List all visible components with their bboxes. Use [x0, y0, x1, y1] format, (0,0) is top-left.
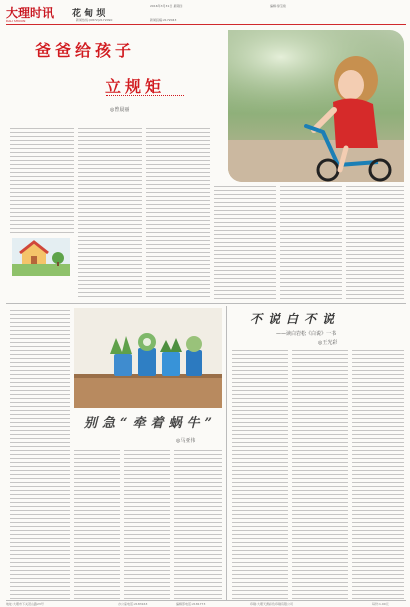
section-divider: [6, 303, 406, 304]
article1-photo: [228, 30, 404, 182]
footer-price: 每份:1.00元: [372, 602, 389, 606]
house-cartoon-icon: [12, 238, 70, 276]
footer-printer: 印刷:大理天源彩色印刷有限公司: [250, 602, 294, 606]
succulent-pots-photo: [74, 308, 222, 408]
article3-text-col2: [292, 350, 348, 600]
article2-text-col3: [124, 450, 170, 600]
article1-text-col6: [346, 186, 404, 300]
article1-text-col2: [78, 128, 142, 300]
footer-office-phone: 办公室电话:2183163: [118, 602, 148, 606]
article1-text-col4: [214, 186, 276, 300]
article2-byline: ◎马亚伟: [176, 438, 196, 444]
article1-text-col5: [280, 186, 342, 300]
header-rule: [6, 24, 406, 25]
section-title: 花 甸 坝: [72, 9, 106, 19]
article1-text-col3: [146, 128, 210, 300]
child-on-bike-photo: [228, 30, 404, 182]
header-hotline: 新闻热线:(0872)2172090: [76, 18, 113, 22]
article3-byline: ◎王光彩: [318, 340, 338, 346]
article1-title-underline: [106, 92, 184, 96]
article3-text-col3: [352, 350, 404, 600]
masthead-logo: 大理时讯: [6, 6, 55, 20]
article1-byline: ◎曾晨丽: [110, 107, 130, 113]
article1-title-line1: 爸爸给孩子: [35, 41, 136, 60]
article2-photo: [74, 308, 222, 408]
article2-text-col1: [10, 310, 70, 600]
column-divider: [226, 306, 227, 600]
article2-text-col4: [174, 450, 222, 600]
header-editor: 编辑:徐宝艳: [270, 4, 287, 8]
article2-text-col2: [74, 450, 120, 600]
article2-title: 别急“牵着蜗牛”: [84, 416, 217, 431]
footer-rule: [6, 600, 406, 601]
article3-title: 不说白不说: [250, 312, 341, 326]
footer-editorial-phone: 编辑部电话:2181773: [176, 602, 206, 606]
article1-title-block: [10, 30, 230, 125]
article3-subtitle: ——读白岩松《白说》一书: [276, 331, 337, 337]
footer-address: 地址:大理市下关苍山路23号: [6, 602, 44, 606]
masthead-subtitle: DALI SHIXUN: [6, 19, 26, 23]
article1-title-line2: 立规矩: [105, 77, 166, 96]
article1-text-col1: [10, 128, 74, 234]
article1-illustration: [12, 238, 70, 276]
header-contribute: 新闻投稿:2172043: [150, 18, 177, 22]
article3-text-col1: [232, 350, 288, 600]
header-date: 2016年3月31日 星期四: [150, 4, 183, 8]
